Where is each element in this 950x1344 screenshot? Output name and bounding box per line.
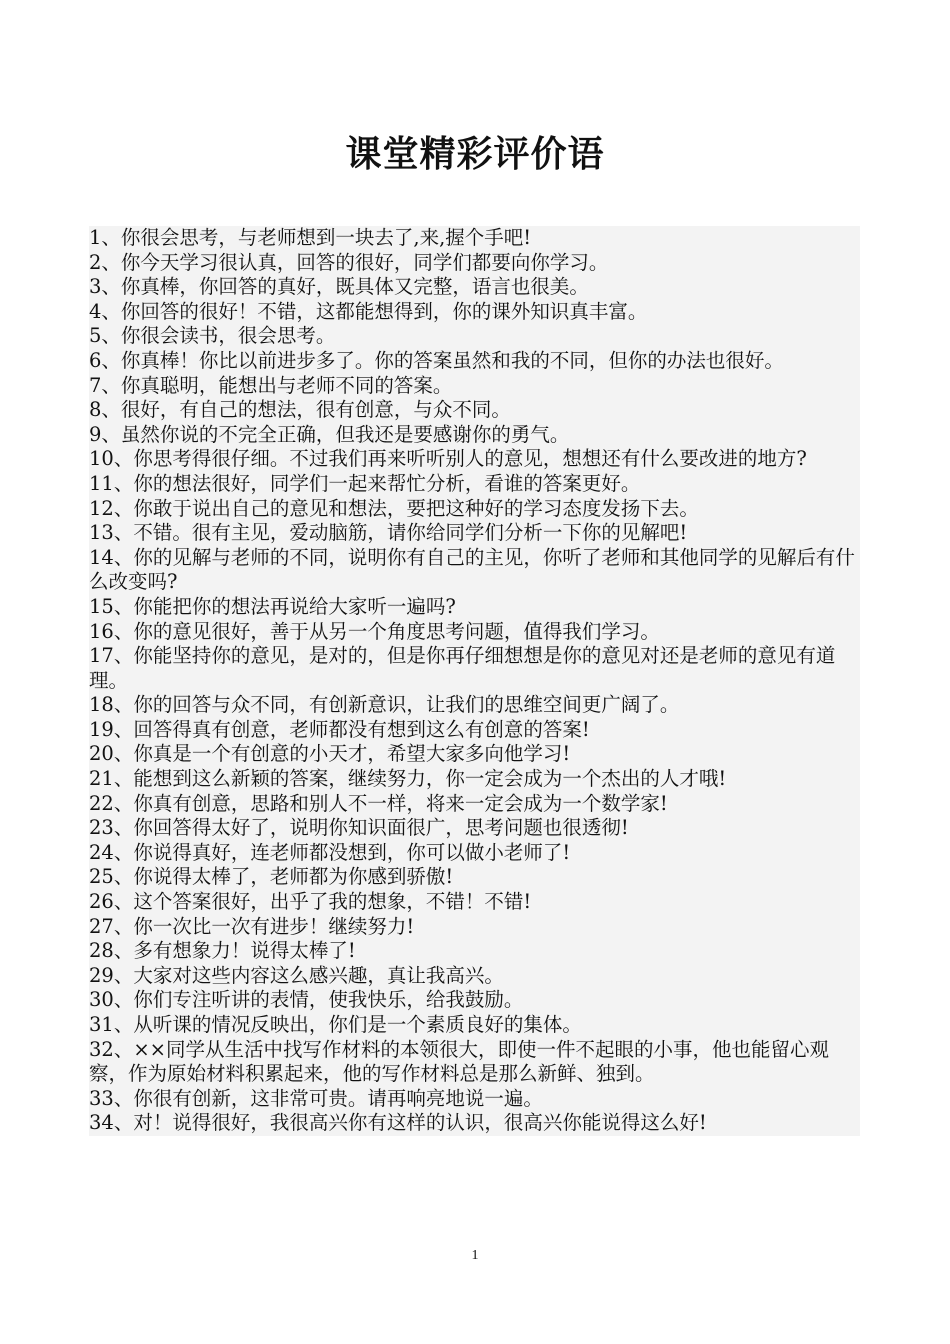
page-number: 1 bbox=[471, 1248, 479, 1263]
evaluation-item: 10、你思考得很仔细。不过我们再来听听别人的意见，想想还有什么要改进的地方? bbox=[89, 447, 807, 471]
evaluation-item: 8、很好，有自己的想法，很有创意，与众不同。 bbox=[89, 398, 511, 422]
evaluation-item: 11、你的想法很好，同学们一起来帮忙分析，看谁的答案更好。 bbox=[89, 471, 641, 495]
evaluation-item: 18、你的回答与众不同，有创新意识，让我们的思维空间更广阔了。 bbox=[89, 693, 680, 717]
evaluation-item: 19、回答得真有创意，老师都没有想到这么有创意的答案! bbox=[89, 717, 590, 741]
document-body bbox=[89, 226, 860, 1136]
evaluation-item: 15、你能把你的想法再说给大家听一遍吗? bbox=[89, 594, 456, 618]
evaluation-item: 34、对！说得很好，我很高兴你有这样的认识，很高兴你能说得这么好! bbox=[89, 1111, 707, 1135]
evaluation-item: 14、你的见解与老师的不同，说明你有自己的主见，你听了老师和其他同学的见解后有什么改变吗? bbox=[89, 545, 855, 594]
evaluation-item: 6、你真棒！你比以前进步多了。你的答案虽然和我的不同，但你的办法也很好。 bbox=[89, 348, 784, 372]
evaluation-item: 9、虽然你说的不完全正确，但我还是要感谢你的勇气。 bbox=[89, 422, 570, 446]
evaluation-item: 5、你很会读书，很会思考。 bbox=[89, 324, 336, 348]
evaluation-item: 30、你们专注听讲的表情，使我快乐，给我鼓励。 bbox=[89, 988, 524, 1012]
evaluation-item: 3、你真棒，你回答的真好，既具体又完整，语言也很美。 bbox=[89, 275, 589, 299]
evaluation-item: 33、你很有创新，这非常可贵。请再响亮地说一遍。 bbox=[89, 1086, 543, 1110]
evaluation-item: 13、不错。很有主见，爱动脑筋，请你给同学们分析一下你的见解吧! bbox=[89, 521, 688, 545]
evaluation-item: 7、你真聪明，能想出与老师不同的答案。 bbox=[89, 373, 453, 397]
evaluation-item: 25、你说得太棒了，老师都为你感到骄傲! bbox=[89, 865, 454, 889]
evaluation-item: 32、××同学从生活中找写作材料的本领很大，即使一件不起眼的小事，他也能留心观察，作为原始材料积累起来，他的写作材料总是那么新鲜、独到。 bbox=[89, 1037, 829, 1086]
evaluation-item: 23、你回答得太好了，说明你知识面很广，思考问题也很透彻! bbox=[89, 816, 629, 840]
evaluation-item: 24、你说得真好，连老师都没想到，你可以做小老师了! bbox=[89, 840, 571, 864]
evaluation-item: 2、你今天学习很认真，回答的很好，同学们都要向你学习。 bbox=[89, 250, 609, 274]
evaluation-item: 1、你很会思考，与老师想到一块去了,来,握个手吧! bbox=[89, 226, 532, 249]
evaluation-item: 26、这个答案很好，出乎了我的想象，不错！不错! bbox=[89, 890, 532, 914]
evaluation-item: 27、你一次比一次有进步！继续努力! bbox=[89, 914, 415, 938]
document-title: 课堂精彩评价语 bbox=[345, 133, 605, 175]
evaluation-item: 12、你敢于说出自己的意见和想法，要把这种好的学习态度发扬下去。 bbox=[89, 496, 699, 520]
evaluation-item: 31、从听课的情况反映出，你们是一个素质良好的集体。 bbox=[89, 1013, 582, 1036]
evaluation-item: 16、你的意见很好，善于从另一个角度思考问题，值得我们学习。 bbox=[89, 619, 660, 643]
evaluation-item: 21、能想到这么新颖的答案，继续努力，你一定会成为一个杰出的人才哦! bbox=[89, 767, 727, 791]
evaluation-item: 17、你能坚持你的意见，是对的，但是你再仔细想想是你的意见对还是老师的意见有道理。 bbox=[89, 644, 836, 692]
evaluation-item: 20、你真是一个有创意的小天才，希望大家多向他学习! bbox=[89, 742, 571, 766]
evaluation-item: 29、大家对这些内容这么感兴趣，真让我高兴。 bbox=[89, 963, 504, 987]
evaluation-item: 22、你真有创意，思路和别人不一样，将来一定会成为一个数学家! bbox=[89, 791, 668, 815]
evaluation-item: 28、多有想象力！说得太棒了! bbox=[89, 939, 356, 963]
evaluation-item: 4、你回答的很好！不错，这都能想得到，你的课外知识真丰富。 bbox=[89, 299, 648, 323]
